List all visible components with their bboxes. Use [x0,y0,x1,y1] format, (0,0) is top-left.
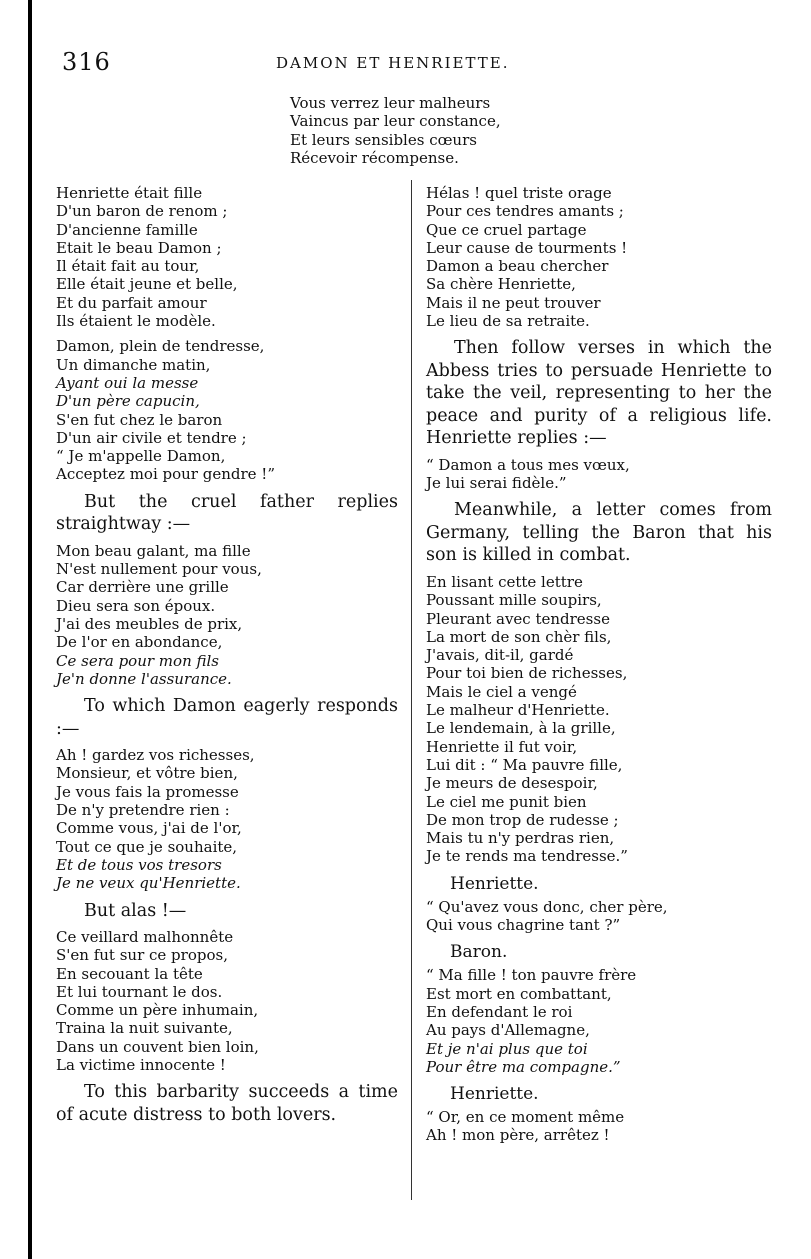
prose-paragraph: To this barbarity succeeds a time of acute distress to both lovers. [56,1082,398,1125]
verse-line: S'en fut chez le baron [56,410,223,429]
column-divider [411,180,412,1200]
prose-paragraph: But alas !— [84,900,187,921]
speaker-label: Henriette. [450,873,539,894]
speaker-label: Baron. [450,942,508,963]
verse-line: Henriette était fille [56,184,203,202]
stanza [426,1108,772,1145]
verse-line: Elle était jeune et belle, [56,275,238,294]
verse-line: Est mort en combattant, [426,984,612,1003]
verse-line: Pour être ma compagne.” [426,1057,621,1076]
verse-line: Sa chère Henriette, [426,275,576,294]
verse-line: Et de tous vos tresors [56,855,222,874]
stanza [56,746,398,892]
verse-line: Un dimanche matin, [56,355,211,374]
intro-verse [290,94,501,168]
stanza [426,966,772,1076]
verse-line: Comme un père inhumain, [56,1001,259,1020]
stanza [426,184,772,330]
verse-line: Vaincus par leur constance, [290,112,501,131]
verse-line: D'un baron de renom ; [56,202,228,221]
stanza [426,573,772,866]
verse-line: Leur cause de tourments ! [426,238,628,257]
verse-line: Et leurs sensibles cœurs [290,130,477,149]
verse-line: Ah ! mon père, arrêtez ! [426,1126,610,1145]
verse-line: Pour ces tendres amants ; [426,202,624,221]
running-title: DAMON ET HENRIETTE. [276,54,510,72]
page-number: 316 [62,48,111,76]
page-header [62,48,762,78]
verse-line: Poussant mille soupirs, [426,591,602,610]
verse-line: Lui dit : “ Ma pauvre fille, [426,755,623,774]
verse-line: En defendant le roi [426,1002,573,1021]
verse-line: Et du parfait amour [56,293,207,312]
verse-line: Etait le beau Damon ; [56,238,222,257]
verse-line: Dans un couvent bien loin, [56,1037,259,1056]
verse-line: Et lui tournant le dos. [56,982,223,1001]
verse-line: Comme vous, j'ai de l'or, [56,819,242,838]
verse-line: Le malheur d'Henriette. [426,701,610,720]
verse-line: Le lieu de sa retraite. [426,312,590,331]
stanza [56,184,398,330]
verse-line: Je meurs de desespoir, [426,774,598,793]
verse-line: Au pays d'Allemagne, [426,1021,590,1040]
verse-line: “ Or, en ce moment même [426,1108,625,1127]
verse-line: Le lendemain, à la grille, [426,719,616,738]
verse-line: D'ancienne famille [56,220,198,239]
verse-line: “ Damon a tous mes vœux, [426,455,630,474]
verse-line: D'un père capucin, [56,392,200,411]
stanza [426,456,772,493]
verse-line: Il était fait au tour, [56,257,200,276]
prose-paragraph: To which Damon eagerly responds :— [56,696,398,739]
verse-line: Hélas ! quel triste orage [426,184,612,202]
stanza [56,928,398,1074]
verse-line: N'est nullement pour vous, [56,560,262,579]
verse-line: Qui vous chagrine tant ?” [426,916,621,935]
verse-line: Car derrière une grille [56,578,229,597]
verse-line: Ils étaient le modèle. [56,312,216,331]
verse-line: Damon a beau chercher [426,257,609,276]
verse-line: Mais il ne peut trouver [426,293,601,312]
verse-line: Pour toi bien de richesses, [426,664,628,683]
verse-line: La victime innocente ! [56,1056,226,1075]
verse-line: Mais le ciel a vengé [426,682,577,701]
verse-line: De mon trop de rudesse ; [426,810,619,829]
verse-line: S'en fut sur ce propos, [56,946,228,965]
stanza [56,542,398,688]
verse-line: Que ce cruel partage [426,220,587,239]
verse-line: Ah ! gardez vos richesses, [56,746,255,765]
verse-line: Je lui serai fidèle.” [426,474,567,493]
page-binding-shadow [28,0,32,1259]
stanza [56,337,398,483]
verse-line: Je te rends ma tendresse.” [426,847,628,866]
prose-paragraph: Then follow verses in which the Abbess tries to persuade Henriette to take the veil, representing to her the peace and purity of a religious life. Henriette replies :— [426,338,772,449]
verse-line: Acceptez moi pour gendre !” [56,465,275,484]
verse-line: Vous verrez leur malheurs [290,94,491,112]
verse-line: Ayant oui la messe [56,373,199,392]
verse-line: “ Qu'avez vous donc, cher père, [426,897,668,916]
verse-line: De n'y pretendre rien : [56,801,230,820]
verse-line: Ce veillard malhonnête [56,928,234,946]
verse-line: J'avais, dit-il, gardé [426,646,574,665]
right-column [426,184,772,1152]
verse-line: “ Ma fille ! ton pauvre frère [426,966,637,985]
verse-line: De l'or en abondance, [56,633,223,652]
verse-line: D'un air civile et tendre ; [56,428,247,447]
verse-line: Damon, plein de tendresse, [56,337,265,356]
verse-line: Mais tu n'y perdras rien, [426,829,615,848]
verse-line: En secouant la tête [56,964,203,983]
verse-line: Ce sera pour mon fils [56,651,219,670]
verse-line: Je'n donne l'assurance. [56,669,232,688]
prose-paragraph: Meanwhile, a letter comes from Germany, telling the Baron that his son is killed in combat. [426,500,772,566]
verse-line: Dieu sera son époux. [56,596,216,615]
verse-line: Mon beau galant, ma fille [56,541,251,560]
speaker-label: Henriette. [450,1084,539,1105]
verse-line: “ Je m'appelle Damon, [56,447,226,466]
verse-line: Et je n'ai plus que toi [426,1039,588,1058]
verse-line: Je vous fais la promesse [56,782,239,801]
verse-line: La mort de son chèr fils, [426,627,612,646]
verse-line: Je ne veux qu'Henriette. [56,874,241,893]
prose-paragraph: But the cruel father replies straightway :— [56,491,398,535]
verse-line: En lisant cette lettre [426,572,583,591]
left-column [56,184,398,1132]
verse-line: Pleurant avec tendresse [426,609,610,628]
verse-line: Récevoir récompense. [290,149,459,168]
verse-line: Tout ce que je souhaite, [56,837,238,856]
stanza [426,898,772,935]
verse-line: Monsieur, et vôtre bien, [56,764,238,783]
verse-line: J'ai des meubles de prix, [56,614,243,633]
verse-line: Traina la nuit suivante, [56,1019,233,1038]
verse-line: Henriette il fut voir, [426,737,578,756]
verse-line: Le ciel me punit bien [426,792,587,811]
